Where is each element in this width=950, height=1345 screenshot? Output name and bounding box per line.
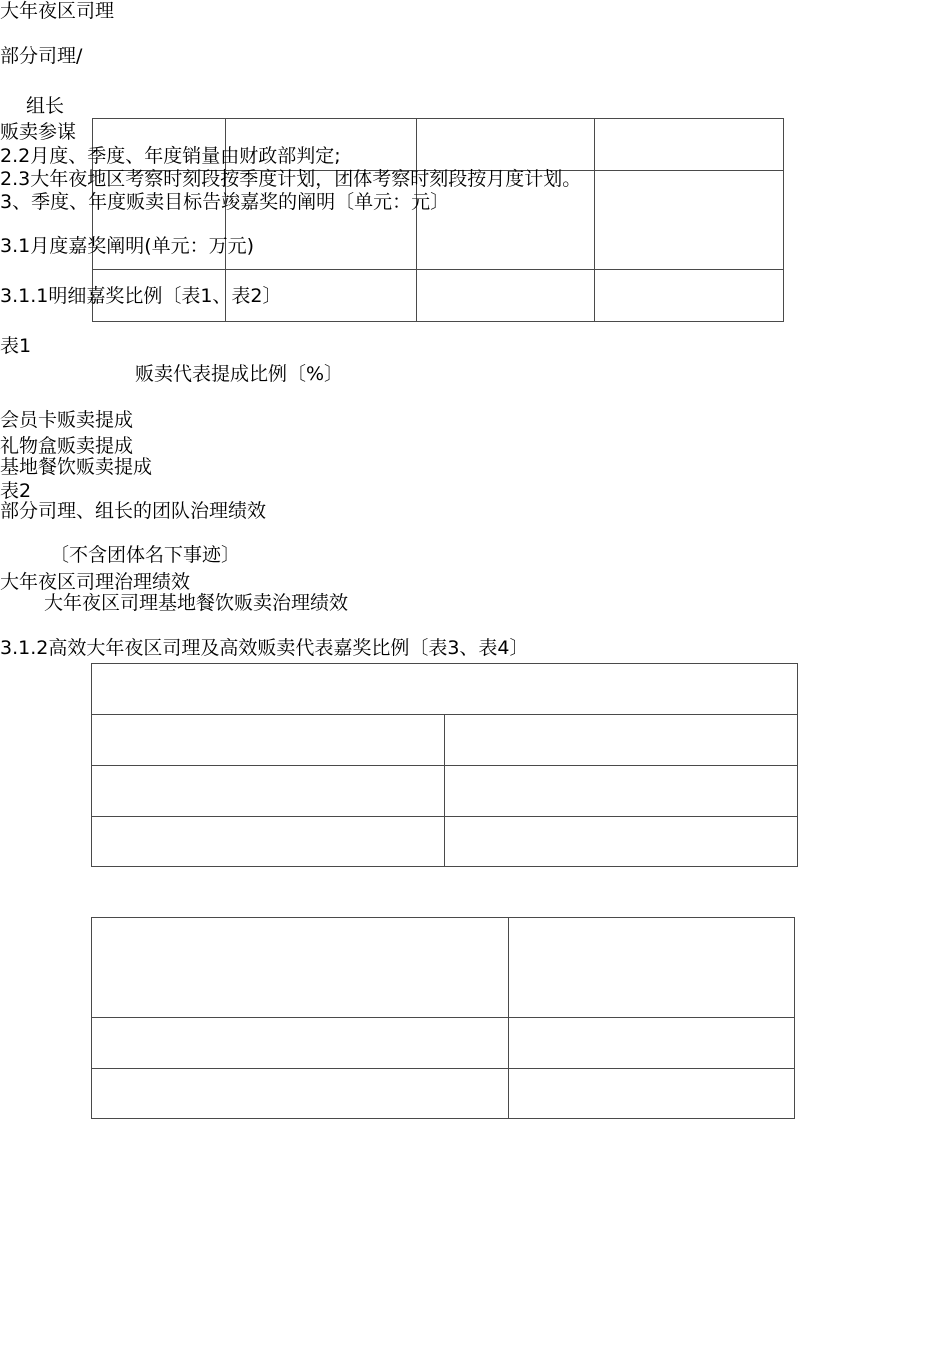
table-1-label: 表1 [0,335,32,357]
table-cell [595,270,784,322]
section-3-heading: 3、季度、年度贩卖目标告竣嘉奖的阐明〔单元：元〕 [0,191,450,213]
table-cell [92,766,445,817]
table-cell [417,119,595,171]
team-management-performance: 部分司理、组长的团队治理绩效 [0,500,267,522]
regional-manager-performance: 大年夜区司理治理绩效 [0,571,191,593]
base-catering-commission: 基地餐饮贩卖提成 [0,456,153,478]
table-cell [595,119,784,171]
table-cell [92,817,445,867]
table-cell [92,918,509,1018]
table-4-grid [91,917,795,1119]
gift-box-commission: 礼物盒贩卖提成 [0,435,134,457]
table-cell [445,766,798,817]
table-2-label: 表2 [0,480,32,502]
section-3-1-2-heading: 3.1.2高效大年夜区司理及高效贩卖代表嘉奖比例〔表3、表4〕 [0,637,529,659]
table-cell [509,1018,795,1069]
table-cell [509,1069,795,1119]
table-cell [595,171,784,270]
table-cell [417,270,595,322]
table-cell [445,817,798,867]
regional-manager-catering-performance: 大年夜区司理基地餐饮贩卖治理绩效 [44,592,349,614]
table-cell [445,715,798,766]
clause-2-3: 2.3大年夜地区考察时刻段按季度计划，团体考察时刻段按月度计划。 [0,168,582,190]
section-3-1-1-heading: 3.1.1明细嘉奖比例〔表1、表2〕 [0,285,282,307]
section-3-1-heading: 3.1月度嘉奖阐明(单元：万元) [0,235,255,257]
clause-2-2: 2.2月度、季度、年度销量由财政部判定; [0,145,341,167]
table-header-cell [92,664,798,715]
table-cell [92,715,445,766]
table-cell [509,918,795,1018]
table-1-caption: 贩卖代表提成比例〔%〕 [135,363,344,385]
role-sales-advisor: 贩卖参谋 [0,121,77,143]
membership-card-commission: 会员卡贩卖提成 [0,409,134,431]
table-3-grid [91,663,798,867]
role-department-manager: 部分司理/ [0,45,83,67]
role-regional-manager: 大年夜区司理 [0,0,115,22]
excluding-personal-results: 〔不含团体名下事迹〕 [50,544,241,566]
table-cell [92,1069,509,1119]
table-cell [92,1018,509,1069]
role-team-leader: 组长 [26,95,65,117]
